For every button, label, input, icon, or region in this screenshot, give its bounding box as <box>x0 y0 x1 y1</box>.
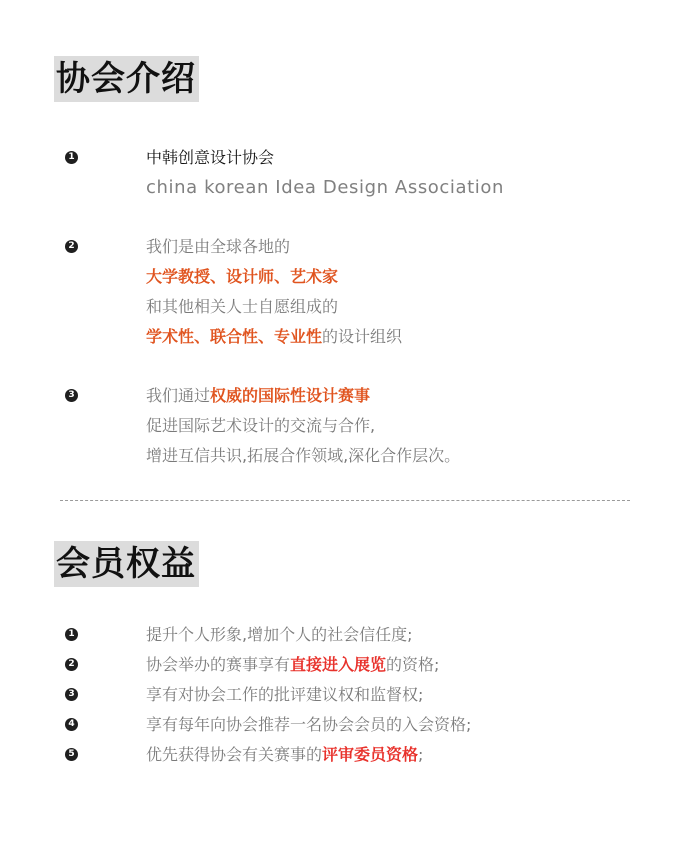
benefit-item-5 <box>146 744 423 766</box>
benefit-item-1 <box>146 624 412 646</box>
benefit-2-before: 协会举办的赛事享有 <box>146 655 291 674</box>
intro-3-line-1-before: 我们通过 <box>146 386 211 405</box>
intro-2-line-4 <box>146 322 402 352</box>
number-2-icon: 2 <box>65 240 78 253</box>
benefit-5-highlight: 评审委员资格 <box>322 745 419 764</box>
benefit-item-3 <box>146 684 423 706</box>
benefit-2-highlight: 直接进入展览 <box>290 655 387 674</box>
benefit-4-text: 享有每年向协会推荐一名协会会员的入会资格; <box>146 715 472 734</box>
intro-2-line-1: 我们是由全球各地的 <box>146 237 291 256</box>
intro-item-2 <box>146 232 402 352</box>
intro-2-line-3: 和其他相关人士自愿组成的 <box>146 297 339 316</box>
intro-3-line-2: 促进国际艺术设计的交流与合作, <box>146 416 376 435</box>
benefit-3-text: 享有对协会工作的批评建议权和监督权; <box>146 685 424 704</box>
benefit-item-4 <box>146 714 471 736</box>
benefit-2-after: 的资格; <box>386 655 440 674</box>
number-2-icon: 2 <box>65 658 78 671</box>
number-3-icon: 3 <box>65 389 78 402</box>
intro-3-line-1-highlight: 权威的国际性设计赛事 <box>210 386 371 405</box>
association-name-en: china korean Idea Design Association <box>146 177 505 198</box>
dashed-divider <box>60 500 630 501</box>
intro-item-1 <box>146 143 504 203</box>
intro-3-line-1 <box>146 381 460 411</box>
intro-3-line-3: 增进互信共识,拓展合作领域,深化合作层次。 <box>146 446 461 465</box>
number-4-icon: 4 <box>65 718 78 731</box>
number-1-icon: 1 <box>65 628 78 641</box>
number-5-icon: 5 <box>65 748 78 761</box>
section-title-intro: 协会介绍 <box>54 56 199 102</box>
benefit-5-before: 优先获得协会有关赛事的 <box>146 745 323 764</box>
section-title-benefits: 会员权益 <box>54 541 199 587</box>
benefit-1-text: 提升个人形象,增加个人的社会信任度; <box>146 625 413 644</box>
intro-item-3 <box>146 381 460 471</box>
number-3-icon: 3 <box>65 688 78 701</box>
intro-2-line-2-highlight: 大学教授、设计师、艺术家 <box>146 267 339 286</box>
intro-2-line-4-after: 的设计组织 <box>322 327 403 346</box>
benefit-5-after: ; <box>418 745 424 764</box>
association-name-zh: 中韩创意设计协会 <box>146 148 275 167</box>
benefit-item-2 <box>146 654 439 676</box>
number-1-icon: 1 <box>65 151 78 164</box>
intro-2-line-4-highlight: 学术性、联合性、专业性 <box>146 327 323 346</box>
